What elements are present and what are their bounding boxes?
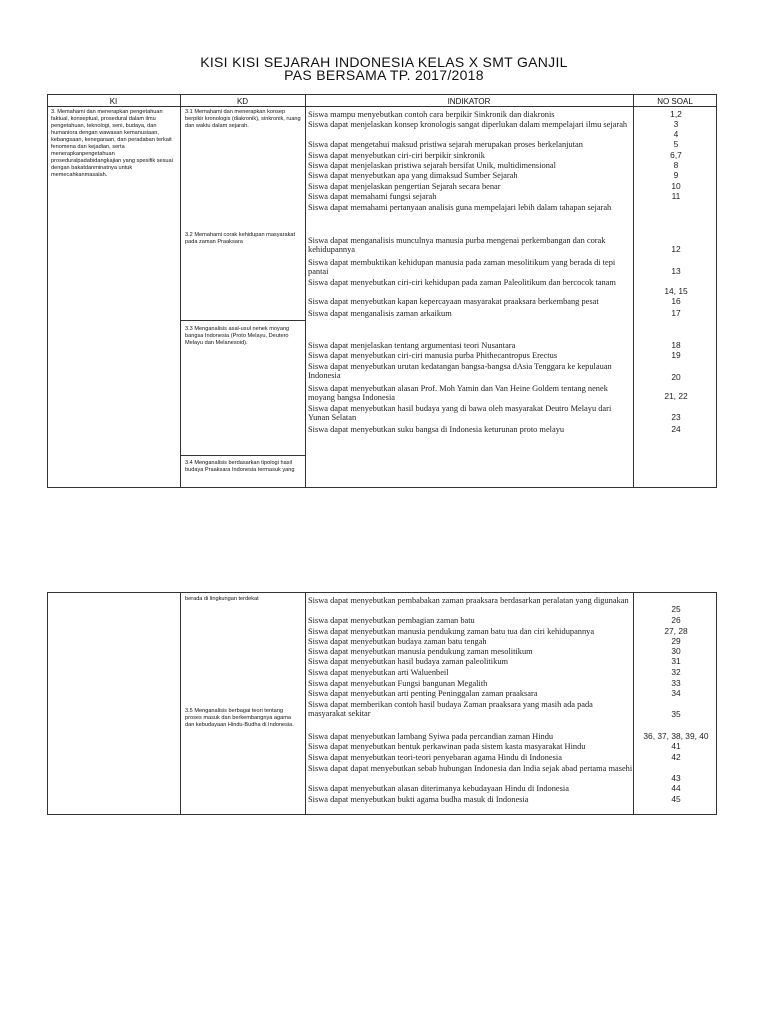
- indikator-row: Siswa dapat mengetahui maksud pristiwa sejarah merupakan proses berkelanjutan: [308, 140, 583, 149]
- indikator-row: Siswa dapat menyebutkan bukti agama budha masuk di Indonesia: [308, 795, 529, 804]
- indikator-row: Siswa dapat menyebutkan teori-teori penyebaran agama Hindu di Indonesia: [308, 753, 562, 762]
- no-soal: 16: [671, 296, 681, 306]
- no-soal: 3: [673, 119, 679, 129]
- indikator-row: Siswa dapat menyebutkan hasil budaya yang di bawa oleh masyarakat Deutro Melayu dari Yunan Selatan: [308, 404, 612, 423]
- header-kd: KD: [236, 97, 249, 106]
- no-soal: 5: [673, 139, 679, 149]
- indikator-row: Siswa dapat menyebutkan budaya zaman batu tengah: [308, 637, 487, 646]
- document-title-line1: KISI KISI SEJARAH INDONESIA KELAS X SMT GANJIL: [200, 54, 568, 70]
- indikator-row: Siswa dapat memberikan contoh hasil budaya Zaman praaksara yang masih ada pada masyarakat sekitar: [308, 700, 593, 719]
- indikator-row: Siswa dapat menganalisis munculnya manusia purba mengenai perkembangan dan corak kehidupannya: [308, 236, 606, 255]
- no-soal: 14, 15: [664, 286, 688, 296]
- document-title-line2: PAS BERSAMA TP. 2017/2018: [284, 67, 484, 83]
- indikator-row: Siswa dapat menyebutkan apa yang dimaksud Sumber Sejarah: [308, 171, 518, 180]
- no-soal: 21, 22: [664, 391, 688, 401]
- no-soal: 25: [671, 604, 681, 614]
- no-soal: 44: [671, 783, 681, 793]
- indikator-row: Siswa dapat menyebutkan alasan Prof. Moh Yamin dan Van Heine Goldem tentang nenek moyang bangsa Indonesia: [308, 384, 608, 403]
- no-soal: 23: [671, 412, 681, 422]
- no-soal: 31: [671, 656, 681, 666]
- kd-3-5: 3.5 Menganalisis berbagai teori tentang proses masuk dan berkembangnya agama dan kebudayaan Hindu-Budha di Indonesia.: [185, 708, 294, 728]
- no-soal: 9: [673, 170, 679, 180]
- no-soal: 41: [671, 741, 681, 751]
- kd-3-3: 3.3 Menganalisis asal-usul nenek moyang bangsa Indonesia (Proto Melayu, Deutero Melayu dan Melanesoid).: [185, 326, 290, 346]
- no-soal: 20: [671, 372, 681, 382]
- indikator-row: Siswa dapat membuktikan kehidupan manusia pada zaman mesolitikum yang berada di tepi pantai: [308, 258, 616, 277]
- indikator-row: Siswa dapat menyebutkan bentuk perkawinan pada sistem kasta masyarakat Hindu: [308, 742, 586, 751]
- indikator-row: Siswa dapat menyebutkan alasan diterimanya kebudayaan Hindu di Indonesia: [308, 784, 569, 793]
- kd-3-2: 3.2 Memahami corak kehidupan masyarakat pada zaman Praaksara: [185, 232, 296, 245]
- indikator-row: Siswa dapat menyebutkan manusia pendukung zaman mesolitikum: [308, 647, 533, 656]
- no-soal: 17: [671, 308, 681, 318]
- indikator-row: Siswa dapat memahami pertanyaan analisis guna mempelajari lebih dalam tahapan sejarah: [308, 203, 612, 212]
- no-soal: 42: [671, 752, 681, 762]
- no-soal: 10: [671, 181, 681, 191]
- no-soal: 12: [671, 244, 681, 254]
- indikator-row: Siswa dapat menyebutkan arti Waluenbeil: [308, 668, 449, 677]
- no-soal: 1,2: [670, 109, 682, 119]
- no-soal: 33: [671, 678, 681, 688]
- indikator-row: Siswa dapat menyebutkan pembagian zaman batu: [308, 616, 475, 625]
- indikator-row: Siswa dapat menyebutkan arti penting Peninggalan zaman praaksara: [308, 689, 538, 698]
- indikator-row: Siswa dapat menyebutkan manusia pendukung zaman batu tua dan ciri kehidupannya: [308, 627, 595, 636]
- ki-text: 3. Memahami dan menerapkan pengetahuan faktual, konseptual, prosedural dalam ilmu pengetahuan, teknologi, seni, budaya, dan humaniora dengan wawasan kemanusiaan, kebangsaan, kenegaraan, dan peradaban terkait fenomena dan kejadian, serta menerapkanpengetahuan proseduralpadabidangkajian yang spesifik sesuai dengan bakatdanminatnya untuk memecahkanmasalah.: [51, 109, 173, 178]
- no-soal: 34: [671, 688, 681, 698]
- indikator-row: Siswa dapat memahami fungsi sejarah: [308, 192, 437, 201]
- indikator-row: Siswa dapat menjelaskan pengertian Sejarah secara benar: [308, 182, 501, 191]
- no-soal: 45: [671, 794, 681, 804]
- no-soal: 43: [671, 773, 681, 783]
- no-soal: 4: [673, 129, 679, 139]
- no-soal: 18: [671, 340, 681, 350]
- no-soal: 35: [671, 709, 681, 719]
- header-indikator: INDIKATOR: [447, 97, 491, 106]
- no-soal: 19: [671, 350, 681, 360]
- kd-3-4-continued: berada di lingkungan terdekat: [185, 596, 259, 602]
- no-soal: 13: [671, 266, 681, 276]
- indikator-row: Siswa dapat menyebutkan Fungsi bangunan Megalith: [308, 679, 488, 688]
- no-soal: 8: [673, 160, 679, 170]
- indikator-row: Siswa dapat menjelaskan tentang argumentasi teori Nusantara: [308, 341, 516, 350]
- indikator-row: Siswa dapat menyebutkan lambang Syiwa pada percandian zaman Hindu: [308, 732, 554, 741]
- indikator-row: Siswa dapat dapat menyebutkan sebab hubungan Indonesia dan India sejak abad pertama masehi: [308, 764, 633, 773]
- indikator-row: Siswa dapat menyebutkan ciri-ciri kehidupan pada zaman Paleolitikum dan bercocok tanam: [308, 278, 616, 287]
- kd-3-4: 3.4 Menganalisis berdasarkan tipologi hasil budaya Praaksara Indonesia termasuk yang: [185, 460, 295, 473]
- indikator-row: Siswa dapat menyebutkan kapan kepercayaan masyarakat praaksara berkembang pesat: [308, 297, 599, 306]
- indikator-row: Siswa dapat menyebutkan hasil budaya zaman paleolitikum: [308, 657, 509, 666]
- no-soal: 26: [671, 615, 681, 625]
- indikator-row: Siswa dapat menyebutkan suku bangsa di Indonesia keturunan proto melayu: [308, 425, 565, 434]
- indikator-row: Siswa dapat menjelaskan pristiwa sejarah bersifat Unik, multidimensional: [308, 161, 556, 170]
- kd-3-1: 3.1 Memahami dan menerapkan konsep berpikir kronologis (diakronik), sinkronik, ruang dan waktu dalam sejarah.: [185, 109, 301, 129]
- header-no-soal: NO SOAL: [657, 97, 693, 106]
- indikator-row: Siswa dapat menyebutkan ciri-ciri berpikir sinkronik: [308, 151, 485, 160]
- indikator-row: Siswa dapat menyebutkan pembabakan zaman praaksara berdasarkan peralatan yang digunakan: [308, 596, 629, 605]
- indikator-row: Siswa mampu menyebutkan contoh cara berpikir Sinkronik dan diakronis: [308, 110, 555, 119]
- no-soal: 30: [671, 646, 681, 656]
- no-soal: 27, 28: [664, 626, 688, 636]
- no-soal: 36, 37, 38, 39, 40: [643, 731, 709, 741]
- no-soal: 6,7: [670, 150, 682, 160]
- indikator-row: Siswa dapat menyebutkan ciri-ciri manusia purba Phithecantropus Erectus: [308, 351, 558, 360]
- no-soal: 11: [671, 191, 681, 201]
- indikator-row: Siswa dapat menyebutkan urutan kedatangan bangsa-bangsa dAsia Tenggara ke kepulauan Indonesia: [308, 362, 612, 381]
- no-soal: 24: [671, 424, 681, 434]
- no-soal: 32: [671, 667, 681, 677]
- indikator-row: Siswa dapat menjelaskan konsep kronologis sangat diperlukan dalam mempelajari ilmu sejarah: [308, 120, 628, 129]
- indikator-row: Siswa dapat menganalisis zaman arkaikum: [308, 309, 452, 318]
- header-ki: KI: [109, 97, 118, 106]
- no-soal: 29: [671, 636, 681, 646]
